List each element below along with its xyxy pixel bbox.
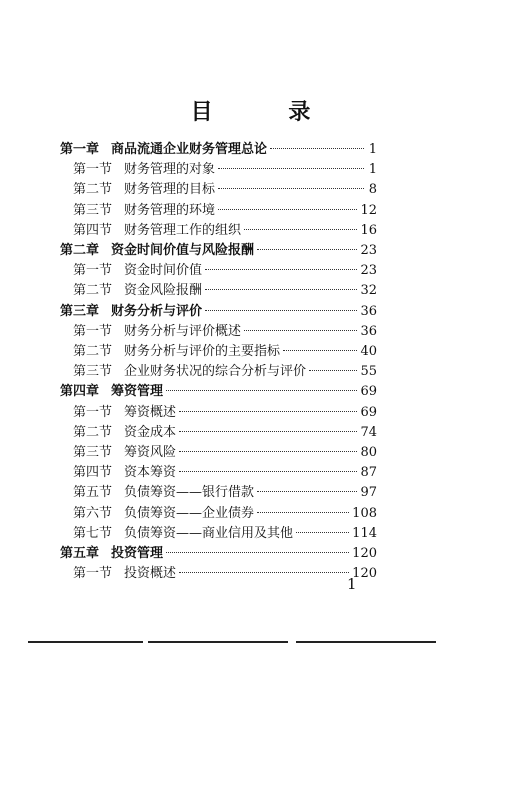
entry-number: 第一节 — [73, 162, 113, 178]
dot-leader — [179, 451, 357, 452]
entry-label — [73, 421, 176, 440]
toc-section-entry — [73, 441, 377, 461]
entry-label — [73, 178, 215, 197]
entry-page-number: 80 — [360, 445, 377, 460]
dot-leader — [205, 269, 357, 270]
entry-title: 资金时间价值 — [124, 263, 203, 279]
dot-leader — [270, 148, 364, 149]
toc-section-entry — [73, 279, 377, 299]
dot-leader — [218, 188, 364, 189]
page-title: 目 录 — [190, 100, 345, 125]
entry-number: 第四章 — [60, 384, 100, 400]
dot-leader — [218, 209, 357, 210]
entry-label — [60, 239, 254, 258]
entry-title: 投资管理 — [111, 546, 164, 561]
entry-number: 第四节 — [73, 222, 113, 238]
dot-leader — [244, 229, 357, 230]
toc-section-entry — [73, 421, 377, 441]
entry-number: 第三节 — [73, 202, 113, 218]
toc-section-entry — [73, 481, 377, 501]
entry-number: 第三章 — [60, 303, 100, 319]
entry-label — [60, 300, 202, 319]
entry-title: 财务分析与评价的主要指标 — [124, 344, 281, 359]
entry-number: 第一章 — [60, 142, 100, 157]
dot-leader — [166, 390, 357, 391]
entry-page-number: 36 — [360, 303, 377, 319]
entry-number: 第二节 — [73, 283, 113, 299]
entry-number: 第一节 — [73, 566, 113, 582]
entry-title: 筹资管理 — [111, 384, 164, 400]
entry-title: 商品流通企业财务管理总论 — [111, 142, 268, 157]
dot-leader — [205, 289, 357, 290]
dot-leader — [296, 532, 349, 533]
toc-section-entry — [73, 522, 377, 542]
entry-page-number: 36 — [360, 323, 377, 339]
entry-page-number: 16 — [360, 222, 377, 238]
entry-title: 负债筹资——银行借款 — [124, 485, 255, 501]
entry-label — [73, 481, 254, 500]
entry-number: 第五章 — [60, 546, 100, 561]
entry-number: 第一节 — [73, 404, 113, 420]
entry-number: 第六节 — [73, 505, 113, 521]
entry-label — [73, 279, 202, 298]
entry-page-number: 55 — [360, 364, 377, 380]
entry-title: 财务分析与评价概述 — [124, 323, 242, 339]
entry-label — [73, 522, 293, 541]
entry-number: 第七节 — [73, 525, 113, 541]
entry-page-number: 114 — [352, 525, 377, 541]
toc-section-entry — [73, 178, 377, 198]
entry-number: 第三节 — [73, 445, 113, 460]
entry-label — [60, 380, 163, 399]
dot-leader — [244, 330, 357, 331]
dot-leader — [257, 512, 349, 513]
toc-section-entry — [73, 401, 377, 421]
entry-number: 第一节 — [73, 323, 113, 339]
entry-number: 第二节 — [73, 182, 113, 198]
entry-label — [60, 138, 267, 157]
entry-title: 资金风险报酬 — [124, 283, 203, 299]
toc-section-entry — [73, 461, 377, 481]
toc-chapter-entry — [60, 300, 377, 320]
entry-title: 资本筹资 — [124, 465, 177, 481]
toc-section-entry — [73, 340, 377, 360]
toc-chapter-entry — [60, 542, 377, 562]
entry-label — [73, 401, 176, 420]
dot-leader — [179, 431, 357, 432]
entry-label — [73, 562, 176, 581]
page-number: 1 — [347, 575, 357, 593]
entry-page-number: 120 — [352, 566, 377, 582]
entry-title: 财务管理的目标 — [124, 182, 216, 198]
entry-page-number: 120 — [352, 546, 377, 561]
entry-title: 资金成本 — [124, 424, 177, 440]
entry-number: 第五节 — [73, 485, 113, 501]
entry-title: 筹资概述 — [124, 404, 177, 420]
entry-label — [73, 320, 241, 339]
entry-title: 投资概述 — [124, 566, 177, 582]
entry-page-number: 1 — [368, 142, 377, 157]
entry-number: 第一节 — [73, 263, 113, 279]
dot-leader — [179, 471, 357, 472]
entry-page-number: 87 — [360, 465, 377, 481]
entry-page-number: 12 — [360, 202, 377, 218]
dot-leader — [309, 370, 357, 371]
toc-section-entry — [73, 259, 377, 279]
entry-title: 财务管理的对象 — [124, 162, 216, 178]
entry-page-number: 8 — [368, 182, 377, 198]
bottom-rule-right — [296, 641, 436, 643]
entry-title: 财务管理工作的组织 — [124, 222, 242, 238]
entry-label — [73, 360, 306, 379]
toc-section-entry — [73, 320, 377, 340]
entry-label — [73, 219, 241, 238]
entry-page-number: 40 — [360, 344, 377, 359]
entry-page-number: 69 — [360, 404, 377, 420]
toc-section-entry — [73, 502, 377, 522]
entry-number: 第三节 — [73, 364, 113, 380]
entry-label — [73, 340, 280, 359]
entry-number: 第二章 — [60, 243, 100, 258]
entry-label — [60, 542, 163, 561]
dot-leader — [205, 310, 357, 311]
entry-title: 财务分析与评价 — [111, 303, 203, 319]
entry-title: 资金时间价值与风险报酬 — [111, 243, 255, 258]
dot-leader — [179, 411, 357, 412]
toc-section-entry — [73, 360, 377, 380]
entry-page-number: 32 — [360, 283, 377, 299]
bottom-rule-middle — [148, 641, 288, 643]
entry-label — [73, 461, 176, 480]
toc-section-entry — [73, 158, 377, 178]
entry-label — [73, 158, 215, 177]
toc-chapter-entry — [60, 380, 377, 400]
entry-title: 财务管理的环境 — [124, 202, 216, 218]
entry-label — [73, 259, 202, 278]
entry-page-number: 69 — [360, 384, 377, 400]
entry-title: 企业财务状况的综合分析与评价 — [124, 364, 307, 380]
entry-page-number: 108 — [352, 505, 377, 521]
entry-title: 负债筹资——商业信用及其他 — [124, 525, 294, 541]
entry-page-number: 1 — [368, 162, 377, 178]
entry-page-number: 23 — [360, 263, 377, 279]
dot-leader — [283, 350, 357, 351]
toc-section-entry — [73, 562, 377, 582]
entry-page-number: 97 — [360, 485, 377, 501]
entry-title: 负债筹资——企业债券 — [124, 505, 255, 521]
entry-number: 第二节 — [73, 424, 113, 440]
dot-leader — [166, 552, 349, 553]
entry-label — [73, 441, 176, 460]
toc-chapter-entry — [60, 239, 377, 259]
entry-title: 筹资风险 — [124, 445, 177, 460]
entry-label — [73, 199, 215, 218]
toc-section-entry — [73, 219, 377, 239]
dot-leader — [257, 249, 357, 250]
entry-number: 第二节 — [73, 344, 113, 359]
dot-leader — [257, 491, 357, 492]
entry-label — [73, 502, 254, 521]
toc-section-entry — [73, 199, 377, 219]
dot-leader — [179, 572, 349, 573]
entry-page-number: 23 — [360, 243, 377, 258]
dot-leader — [218, 168, 364, 169]
toc-chapter-entry — [60, 138, 377, 158]
entry-page-number: 74 — [360, 424, 377, 440]
entry-number: 第四节 — [73, 465, 113, 481]
bottom-rule-left — [28, 641, 143, 643]
